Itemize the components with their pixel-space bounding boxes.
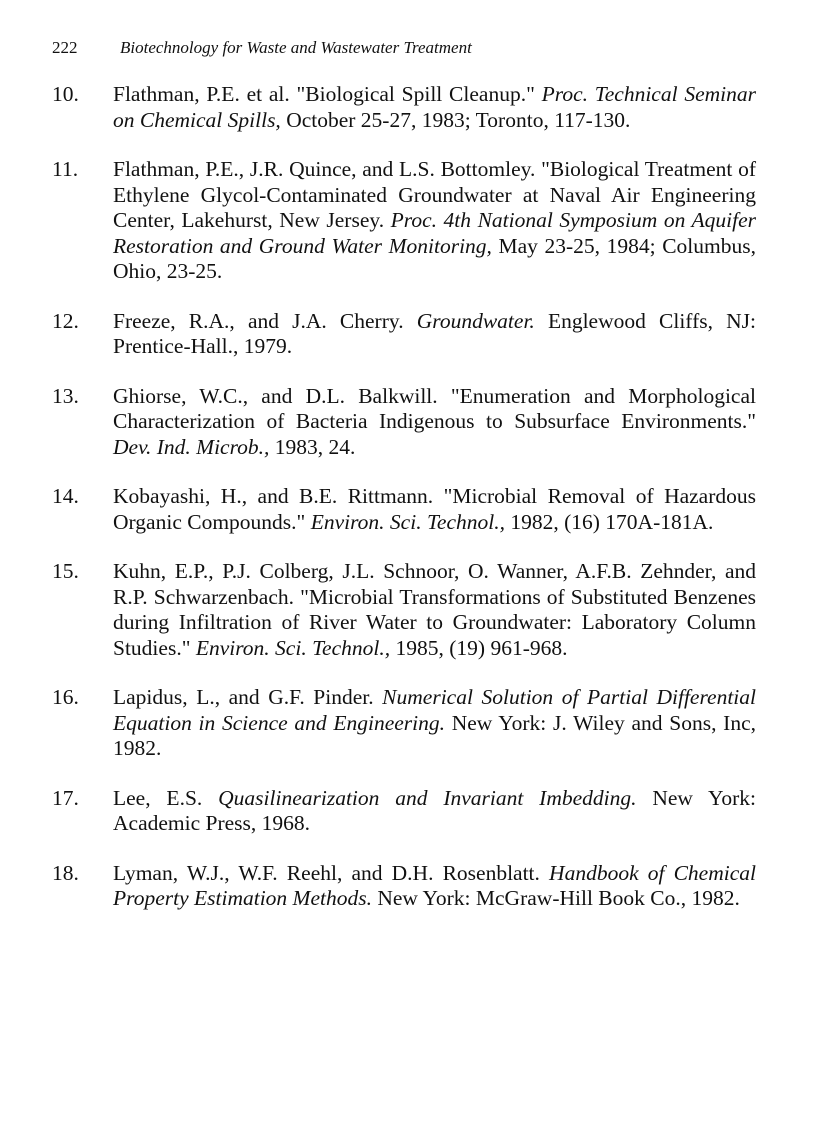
reference-number: 12.: [52, 308, 79, 333]
reference-source-title: Numerical Solution of Partial Differential Equation in Science and Engineering.: [113, 685, 756, 735]
reference-text-segment: New York: McGraw-Hill Book Co., 1982.: [371, 886, 740, 910]
reference-item: [52, 309, 756, 360]
book-title: Biotechnology for Waste and Wastewater Treatment: [120, 38, 472, 57]
reference-item: [52, 786, 756, 837]
reference-text-segment: New York: Academic Press, 1968.: [113, 785, 757, 835]
reference-text: [113, 484, 756, 534]
reference-text: [113, 82, 756, 132]
reference-text-segment: Lapidus, L., and G.F. Pinder.: [113, 685, 383, 709]
reference-number: 11.: [52, 157, 79, 181]
reference-number: 14.: [52, 484, 79, 508]
reference-item: [52, 559, 756, 661]
reference-number: 18.: [52, 860, 79, 885]
reference-text: [113, 384, 756, 459]
reference-number: 15.: [52, 559, 79, 583]
reference-number: 17.: [52, 785, 79, 810]
reference-item: [52, 82, 756, 133]
reference-item: [52, 384, 756, 461]
reference-item: [52, 685, 756, 762]
reference-source-title: Groundwater.: [416, 308, 535, 333]
reference-source-title: Environ. Sci. Technol.,: [195, 635, 391, 660]
page-number: 222: [52, 38, 78, 57]
reference-source-title: Proc. 4th National Symposium on Aquifer Restoration and Ground Water Monitoring,: [113, 208, 756, 258]
reference-text: [113, 685, 756, 760]
reference-source-title: Dev. Ind. Microb.,: [113, 434, 270, 459]
reference-source-title: Proc. Technical Seminar on Chemical Spills,: [113, 82, 757, 132]
reference-number: 16.: [52, 685, 79, 709]
reference-text-segment: 1982, (16) 170A-181A.: [504, 509, 714, 534]
reference-text-segment: 1983, 24.: [269, 434, 356, 459]
reference-text: [113, 559, 756, 660]
reference-text: [113, 861, 756, 911]
reference-number: 13.: [52, 383, 79, 408]
reference-text-segment: Englewood Cliffs, NJ: Prentice-Hall., 1979.: [113, 308, 756, 358]
reference-list: [52, 82, 756, 936]
reference-text-segment: New York: J. Wiley and Sons, Inc, 1982.: [113, 710, 756, 760]
reference-text-segment: May 23-25, 1984; Columbus, Ohio, 23-25.: [113, 233, 756, 283]
reference-text-segment: Lyman, W.J., W.F. Reehl, and D.H. Rosenblatt.: [113, 860, 550, 885]
reference-text: [113, 157, 756, 283]
reference-source-title: Environ. Sci. Technol.,: [310, 509, 505, 534]
reference-text-segment: Flathman, P.E., J.R. Quince, and L.S. Bottomley. "Biological Treatment of Ethylene Glycol-Contaminated Groundwater at Naval Air Engineering Center, Lakehurst, New Jersey.: [113, 157, 756, 232]
reference-item: [52, 157, 756, 285]
reference-text-segment: Lee, E.S.: [113, 785, 219, 810]
reference-source-title: Handbook of Chemical Property Estimation Methods.: [113, 860, 756, 910]
reference-text-segment: Ghiorse, W.C., and D.L. Balkwill. "Enumeration and Morphological Characterization of Bacteria Indigenous to Subsurface Environments.": [113, 383, 756, 433]
reference-item: [52, 861, 756, 912]
reference-number: 10.: [52, 82, 79, 106]
reference-text: [113, 786, 756, 836]
reference-text-segment: 1985, (19) 961-968.: [390, 635, 568, 660]
reference-text-segment: Kobayashi, H., and B.E. Rittmann. "Microbial Removal of Hazardous Organic Compounds.": [113, 484, 756, 534]
reference-text-segment: Freeze, R.A., and J.A. Cherry.: [113, 308, 417, 333]
reference-source-title: Quasilinearization and Invariant Imbedding.: [218, 785, 637, 810]
reference-item: [52, 484, 756, 535]
reference-text-segment: Flathman, P.E. et al. "Biological Spill Cleanup.": [113, 82, 542, 106]
reference-text-segment: Kuhn, E.P., P.J. Colberg, J.L. Schnoor, O. Wanner, A.F.B. Zehnder, and R.P. Schwarzenbach. "Microbial Transformations of Substituted Benzenes during Infiltration of River Water to Groundwater: Laboratory Column Studies.": [113, 559, 756, 660]
reference-text-segment: October 25-27, 1983; Toronto, 117-130.: [280, 107, 631, 132]
running-header: [52, 38, 472, 58]
reference-text: [113, 309, 756, 359]
